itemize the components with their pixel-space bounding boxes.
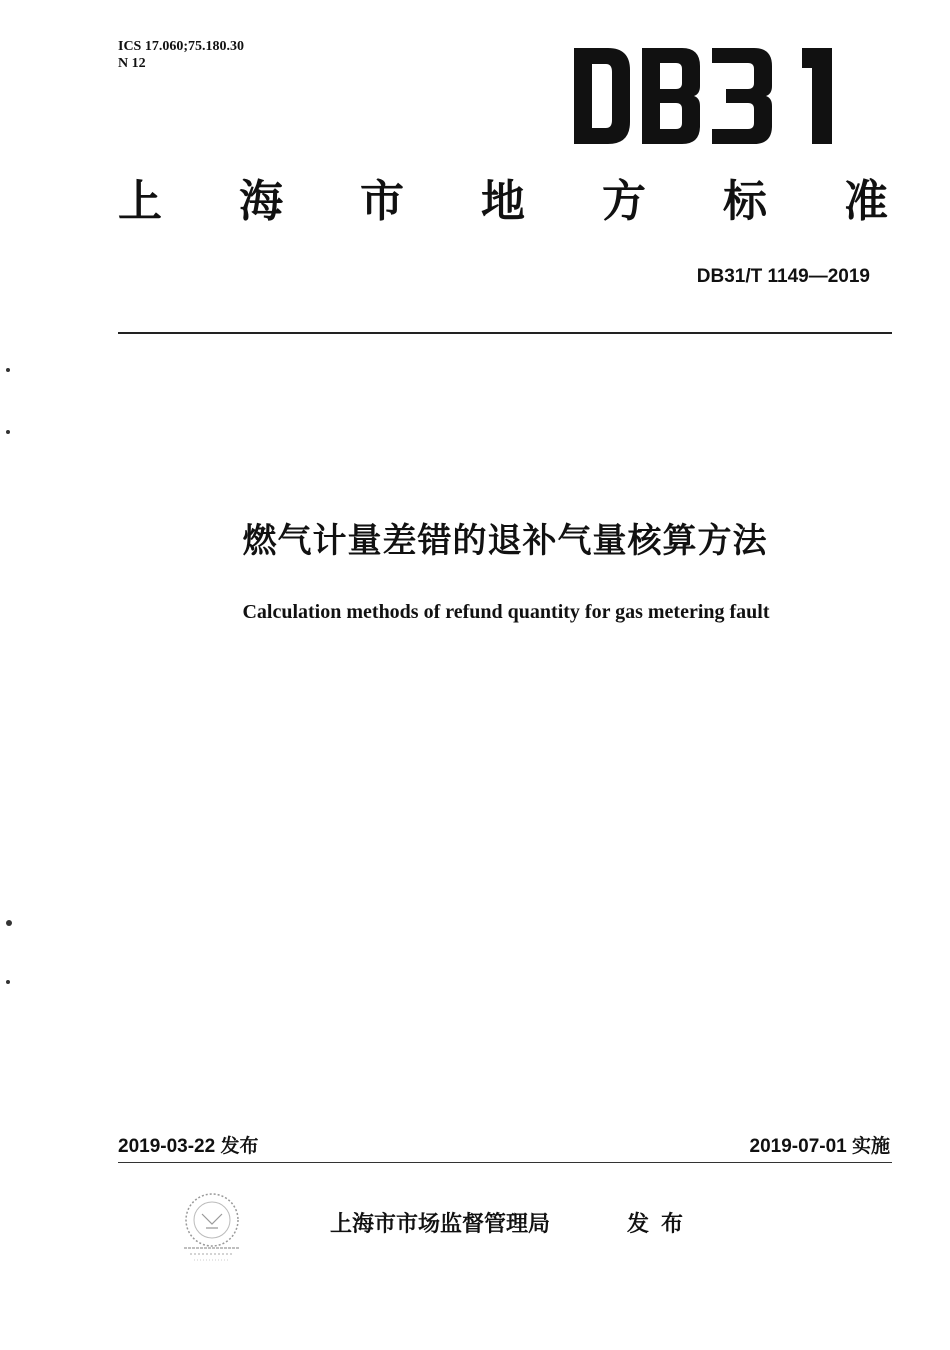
ics-code: ICS 17.060;75.180.30: [118, 39, 245, 54]
standard-number: DB31/T 1149—2019: [696, 266, 870, 287]
ccs-code: N 12: [118, 56, 146, 71]
db31-logo: [570, 46, 836, 146]
classification-codes: [118, 38, 244, 72]
scan-speck: [6, 368, 10, 372]
standard-type-char: 标: [723, 176, 767, 227]
document-title-english: Calculation methods of refund quantity for gas metering fault: [242, 601, 770, 623]
issuer-seal-icon: [170, 1190, 254, 1264]
header-divider: [118, 332, 892, 334]
issuing-authority: 上海市市场监督管理局: [330, 1212, 551, 1237]
footer-divider: [118, 1162, 892, 1163]
standard-type-char: 地: [481, 176, 525, 227]
document-title-chinese: 燃气计量差错的退补气量核算方法: [242, 521, 768, 561]
scan-speck: [6, 920, 12, 926]
scan-speck: [6, 980, 10, 984]
scan-speck: [6, 430, 10, 434]
standard-type-char: 海: [239, 176, 283, 227]
standard-type-char: 上: [118, 176, 162, 227]
standard-type-char: 方: [602, 176, 646, 227]
issue-label: 发布: [627, 1212, 696, 1237]
standard-type-char: 准: [844, 176, 888, 227]
standard-type-char: 市: [360, 176, 404, 227]
implementation-date: 2019-07-01 实施: [749, 1136, 890, 1157]
standard-type-title: [118, 172, 888, 232]
issue-date: 2019-03-22 发布: [118, 1136, 259, 1157]
